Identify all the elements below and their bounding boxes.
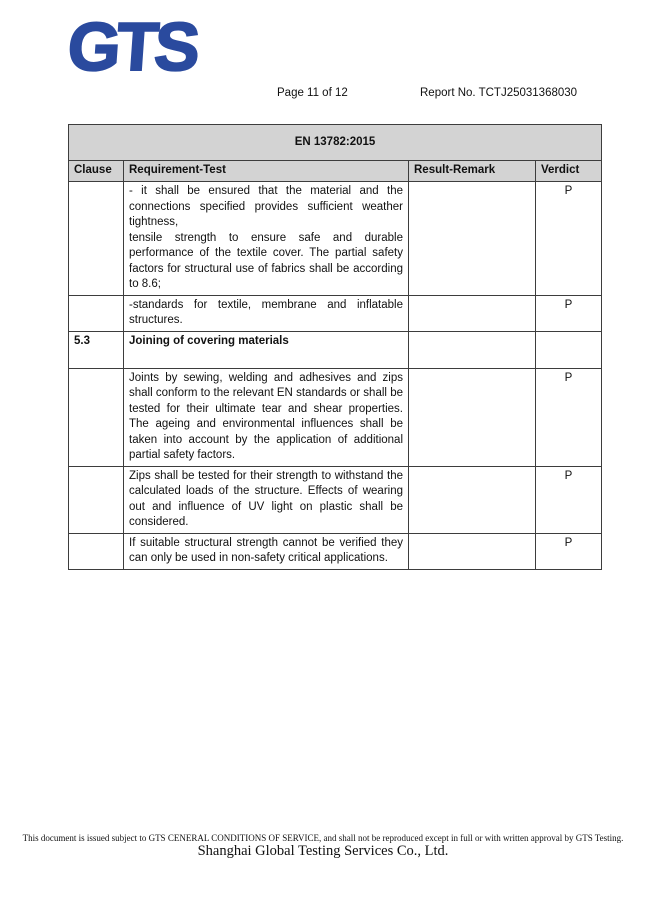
requirement-paragraph: - it shall be ensured that the material and the connections specified provides sufficient weather tightness,: [129, 185, 403, 228]
table-row: [69, 368, 602, 466]
clause-cell: [69, 466, 124, 533]
table-row: [69, 533, 602, 569]
column-header-requirement-test: Requirement-Test: [124, 161, 409, 182]
report-number: Report No. TCTJ25031368030: [420, 87, 578, 99]
page-indicator: Page 11 of 12: [277, 87, 348, 99]
column-header-clause: Clause: [69, 161, 124, 182]
result-remark-cell: [409, 182, 536, 296]
requirement-cell: [124, 533, 409, 569]
table-row: [69, 182, 602, 296]
table-title-row: [69, 125, 602, 161]
requirement-heading: Joining of covering materials: [129, 334, 289, 347]
clause-cell: [69, 533, 124, 569]
result-remark-cell: [409, 295, 536, 331]
requirement-cell: [124, 368, 409, 466]
requirement-cell: [124, 182, 409, 296]
clause-cell: [69, 295, 124, 331]
footer-disclaimer: This document is issued subject to GTS CENERAL CONDITIONS OF SERVICE, and shall not be reproduced except in full or with written approval by GTS Testing.: [22, 833, 624, 843]
verdict-cell: P: [536, 368, 602, 466]
requirement-paragraph: Joints by sewing, welding and adhesives and zips shall conform to the relevant EN standards or shall be tested for their ultimate tear and shear properties. The ageing and environmental influences shall be taken into account by the application of additional partial safety factors.: [129, 371, 403, 461]
requirement-paragraph: tensile strength to ensure safe and durable performance of the textile cover. The partial safety factors for structural use of fabrics shall be according to 8.6;: [129, 231, 403, 290]
column-header-verdict: Verdict: [536, 161, 602, 182]
result-remark-cell: [409, 466, 536, 533]
clause-cell: 5.3: [69, 331, 124, 368]
requirement-cell: [124, 295, 409, 331]
verdict-cell: P: [536, 466, 602, 533]
verdict-cell: P: [536, 182, 602, 296]
table-row: [69, 466, 602, 533]
table-title: EN 13782:2015: [69, 125, 602, 161]
requirement-paragraph: -standards for textile, membrane and inflatable structures.: [129, 298, 403, 326]
gts-logo: GTS: [65, 9, 199, 85]
column-header-result-remark: Result-Remark: [409, 161, 536, 182]
requirement-cell: [124, 466, 409, 533]
table-row: [69, 331, 602, 368]
verdict-cell: [536, 331, 602, 368]
requirement-paragraph: If suitable structural strength cannot be verified they can only be used in non-safety critical applications.: [129, 536, 403, 564]
verdict-cell: P: [536, 295, 602, 331]
clause-cell: [69, 368, 124, 466]
clause-cell: [69, 182, 124, 296]
table-column-header-row: [69, 161, 602, 182]
result-remark-cell: [409, 331, 536, 368]
test-results-table: [68, 124, 602, 570]
result-remark-cell: [409, 368, 536, 466]
table-row: [69, 295, 602, 331]
requirement-cell: [124, 331, 409, 368]
result-remark-cell: [409, 533, 536, 569]
verdict-cell: P: [536, 533, 602, 569]
requirement-paragraph: Zips shall be tested for their strength to withstand the calculated loads of the structure. Effects of wearing out and influence of UV light on plastic shall be considered.: [129, 469, 403, 528]
footer-company-name: Shanghai Global Testing Services Co., Ltd.: [197, 843, 449, 859]
